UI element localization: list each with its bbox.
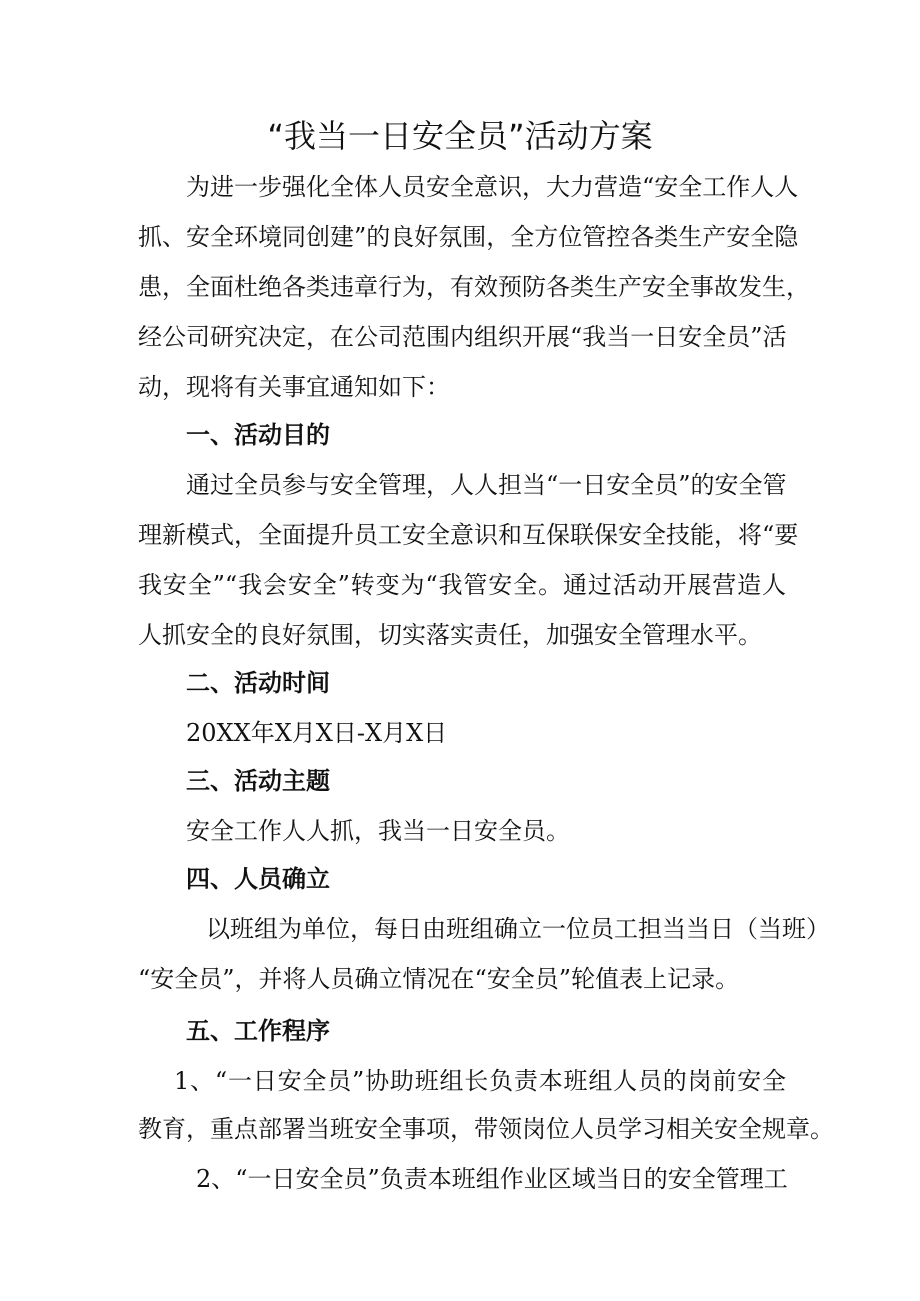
- intro-line-1: 为进一步强化全体人员安全意识，大力营造“安全工作人人: [186, 173, 799, 201]
- procedure-line-1: 1、“一日安全员”协助班组长负责本班组人员的岗前安全: [174, 1067, 786, 1095]
- section-heading-time: 二、活动时间: [186, 669, 330, 697]
- purpose-line-3: 我安全”“我会安全”转变为“我管安全。通过活动开展营造人: [138, 571, 786, 599]
- purpose-line-4: 人抓安全的良好氛围，切实落实责任，加强安全管理水平。: [138, 621, 762, 649]
- time-line-1: 20XX年X月X日-X月X日: [186, 719, 448, 747]
- procedure-line-3: 2、“一日安全员”负责本班组作业区域当日的安全管理工: [196, 1165, 788, 1193]
- section-heading-procedure: 五、工作程序: [186, 1017, 330, 1045]
- intro-line-2: 抓、安全环境同创建”的良好氛围，全方位管控各类生产安全隐: [138, 223, 799, 251]
- section-heading-personnel: 四、人员确立: [186, 865, 330, 893]
- section-heading-theme: 三、活动主题: [186, 767, 330, 795]
- intro-line-3: 患，全面杜绝各类违章行为，有效预防各类生产安全事故发生，: [138, 273, 810, 301]
- intro-line-4: 经公司研究决定，在公司范围内组织开展“我当一日安全员”活: [138, 323, 787, 351]
- document-title: “我当一日安全员”活动方案: [267, 117, 653, 155]
- personnel-line-1: 以班组为单位，每日由班组确立一位员工担当当日（当班）: [206, 915, 830, 943]
- section-heading-purpose: 一、活动目的: [186, 421, 330, 449]
- personnel-line-2: “安全员”，并将人员确立情况在“安全员”轮值表上记录。: [138, 965, 740, 993]
- theme-line-1: 安全工作人人抓，我当一日安全员。: [186, 817, 570, 845]
- purpose-line-1: 通过全员参与安全管理，人人担当“一日安全员”的安全管: [186, 471, 787, 499]
- procedure-line-2: 教育，重点部署当班安全事项，带领岗位人员学习相关安全规章。: [138, 1115, 834, 1143]
- intro-line-5: 动，现将有关事宜通知如下：: [138, 373, 450, 401]
- purpose-line-2: 理新模式，全面提升员工安全意识和互保联保安全技能，将“要: [138, 521, 799, 549]
